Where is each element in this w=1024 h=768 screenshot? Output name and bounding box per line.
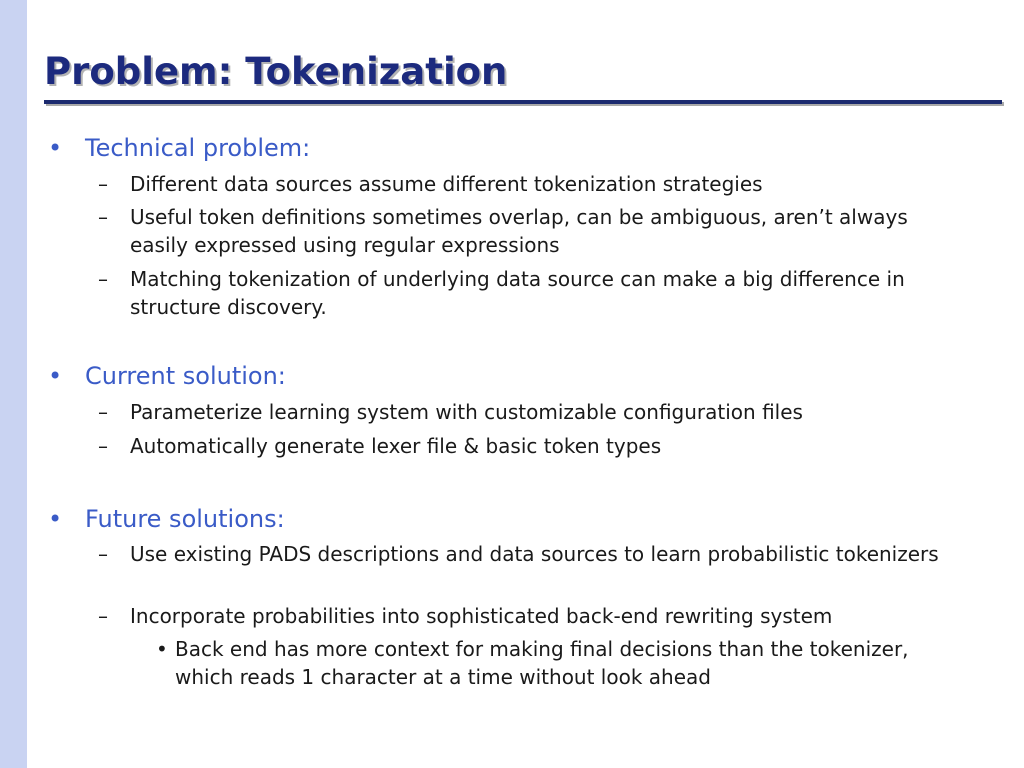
list-item — [98, 265, 998, 321]
list-item-text: Use existing PADS descriptions and data sources to learn probabilistic tokenizers — [130, 542, 939, 566]
dash-marker: – — [98, 604, 108, 628]
list-item — [98, 398, 998, 426]
dash-marker: – — [98, 542, 108, 566]
list-item-text: Automatically generate lexer file & basic token types — [130, 434, 662, 458]
list-item-text: Matching tokenization of underlying data source can make a big difference in structure discovery. — [130, 267, 905, 319]
section-heading-text: Current solution: — [85, 362, 286, 390]
sub-list-item-text: Back end has more context for making final decisions than the tokenizer, which reads 1 character at a time without look ahead — [175, 637, 909, 689]
bullet-marker: • — [48, 505, 63, 533]
dash-marker: – — [98, 172, 108, 196]
list-item — [98, 203, 998, 259]
section-heading-text: Technical problem: — [85, 134, 311, 162]
section-heading-text: Future solutions: — [85, 505, 285, 533]
list-item — [98, 540, 998, 568]
dash-marker: – — [98, 205, 108, 229]
section-heading-future-solutions — [48, 505, 285, 533]
dash-marker: – — [98, 267, 108, 291]
dash-marker: – — [98, 400, 108, 424]
list-item — [98, 432, 998, 460]
sub-list-item — [156, 635, 946, 691]
section-heading-current-solution — [48, 362, 286, 390]
list-item-text: Parameterize learning system with customizable configuration files — [130, 400, 803, 424]
sub-bullet-marker: • — [156, 637, 168, 661]
dash-marker: – — [98, 434, 108, 458]
list-item-text: Useful token definitions sometimes overlap, can be ambiguous, aren’t always easily expressed using regular expressions — [130, 205, 908, 257]
list-item-text: Different data sources assume different tokenization strategies — [130, 172, 763, 196]
bullet-marker: • — [48, 134, 63, 162]
list-item — [98, 602, 998, 630]
list-item — [98, 170, 998, 198]
section-heading-technical-problem — [48, 134, 310, 162]
list-item-text: Incorporate probabilities into sophisticated back-end rewriting system — [130, 604, 833, 628]
slide-title: Problem: Tokenization — [44, 50, 508, 93]
bullet-marker: • — [48, 362, 63, 390]
